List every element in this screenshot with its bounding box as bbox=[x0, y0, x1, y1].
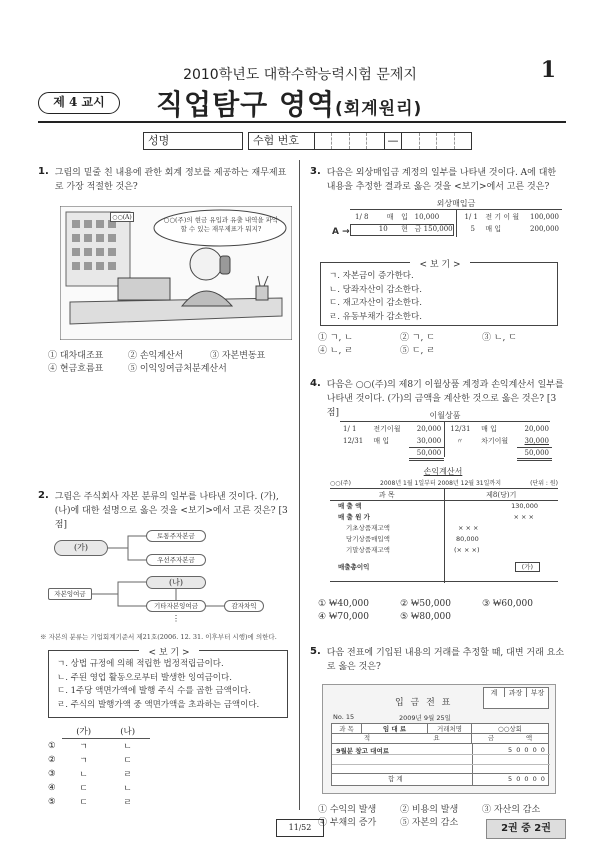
q5-deposit-slip bbox=[322, 684, 556, 794]
q2-bogi-item-3: ㄷ. 1주당 액면가액에 발행 주식 수를 곱한 금액이다. bbox=[57, 686, 251, 696]
is-head-account: 과 목 bbox=[330, 489, 445, 500]
choice-mark: ② bbox=[48, 755, 56, 765]
cell: 입 bbox=[401, 213, 408, 221]
cell: 1/ 8 bbox=[355, 213, 369, 221]
slip-line-rule bbox=[332, 754, 550, 755]
q5-option-4[interactable]: ④ 부채의 증가 bbox=[318, 818, 377, 828]
slip-line-desc: 9월분 창고 대여료 bbox=[336, 747, 390, 755]
cell: 매 입 bbox=[481, 425, 497, 433]
is-ga-box: (가) bbox=[515, 562, 540, 572]
q2-capital-chart bbox=[48, 526, 292, 630]
slip-head-cell: 거래처명 bbox=[428, 724, 472, 733]
is-row bbox=[330, 562, 558, 573]
q4-t-account-top bbox=[340, 421, 550, 422]
q4-income-statement bbox=[330, 488, 558, 582]
slip-col-row bbox=[331, 734, 549, 744]
q2-bogi-title: < 보 기 > bbox=[139, 645, 199, 658]
q4-options bbox=[318, 598, 566, 624]
speech-text: ○○(주)의 현금 유입과 유출 내역을 파악할 수 있는 재무제표가 뭐지? bbox=[163, 216, 279, 233]
cell bbox=[352, 223, 373, 235]
is-row bbox=[330, 501, 558, 512]
choice-mark: ① bbox=[48, 740, 56, 751]
choice-na: ㄷ bbox=[123, 756, 132, 766]
q1-option-1[interactable]: ① 대차대조표 bbox=[48, 351, 104, 361]
is-header-row bbox=[330, 489, 558, 501]
slip-head-cell: ○○상회 bbox=[498, 725, 522, 733]
board-label: ○○(A) bbox=[110, 212, 134, 222]
q3-number: 3. bbox=[310, 166, 321, 177]
q5-option-1[interactable]: ① 수익의 발생 bbox=[318, 805, 377, 815]
is-row-value: × × × bbox=[458, 524, 479, 532]
stamp-cell: 과장 bbox=[505, 687, 527, 699]
cell: 30,000 bbox=[416, 436, 442, 445]
cell: 20,000 bbox=[416, 425, 442, 433]
is-company: ○○(주) bbox=[330, 480, 351, 487]
q1-number: 1. bbox=[38, 166, 49, 177]
exam-no-label: 수험 번호 bbox=[253, 133, 315, 149]
q2-answer-table bbox=[42, 724, 150, 809]
chart-box-top1: 토통주자본금 bbox=[146, 530, 206, 542]
slip-col-cell: 액 bbox=[525, 734, 533, 742]
is-row bbox=[330, 545, 558, 556]
is-row bbox=[330, 523, 558, 534]
is-row bbox=[330, 534, 558, 545]
choice-mark: ④ bbox=[48, 783, 56, 793]
q3-option-3[interactable]: ③ ㄴ, ㄷ bbox=[482, 333, 517, 343]
is-head-period: 제8(당)기 bbox=[486, 491, 517, 499]
cell: 전기이월 bbox=[373, 425, 401, 433]
choice-ga: ㄱ bbox=[79, 742, 88, 752]
header-rule bbox=[38, 121, 566, 123]
column-divider bbox=[299, 160, 300, 810]
cell: 전 기 이 월 bbox=[485, 213, 520, 221]
is-period: 2008년 1월 1일부터 2008년 12월 31일까지 bbox=[380, 480, 501, 487]
footer-page: 11 bbox=[288, 823, 299, 832]
q4-is-title: 손익계산서 bbox=[423, 467, 463, 476]
is-unit: (단위 : 원) bbox=[530, 480, 558, 487]
choice-mark: ③ bbox=[48, 769, 56, 779]
slip-col-cell: 금 bbox=[487, 734, 495, 742]
name-label: 성명 bbox=[148, 134, 170, 147]
q1-option-3[interactable]: ③ 자본변동표 bbox=[210, 351, 266, 361]
q3-bogi-box bbox=[320, 262, 558, 326]
cell: 매 bbox=[386, 213, 394, 221]
q3-bogi-item-3: ㄷ. 재고자산이 감소한다. bbox=[329, 298, 422, 308]
cell: 12/31 bbox=[450, 425, 471, 433]
slip-body bbox=[331, 744, 549, 774]
slip-total-divider bbox=[472, 774, 473, 785]
cell: 1/ 1 bbox=[464, 213, 478, 221]
subject-title bbox=[156, 83, 422, 123]
choice-na: ㄴ bbox=[123, 784, 132, 794]
chart-box-na: (나) bbox=[146, 576, 206, 589]
q1-option-4[interactable]: ④ 현금흐름표 bbox=[48, 364, 104, 374]
q3-bogi-item-2: ㄴ. 당좌자산이 감소한다. bbox=[329, 284, 422, 295]
cell: 매 입 bbox=[485, 225, 502, 233]
chart-box-top2: 우선주자본금 bbox=[146, 554, 206, 566]
stamp-cell: 부장 bbox=[527, 687, 549, 699]
slip-total-label: 합 계 bbox=[388, 775, 403, 783]
choice-ga: ㄴ bbox=[79, 770, 88, 780]
is-row-label: 당기상품매입액 bbox=[346, 535, 390, 543]
slip-total-row bbox=[331, 774, 549, 786]
cell: 현 bbox=[401, 225, 408, 233]
cell: 매 입 bbox=[373, 437, 390, 445]
cell: 12/31 bbox=[343, 437, 364, 445]
q4-number: 4. bbox=[310, 378, 321, 389]
chart-ellipsis: ⋮ bbox=[172, 614, 180, 623]
q2-answer-row-5[interactable] bbox=[42, 795, 150, 809]
cell: 1/ 1 bbox=[343, 425, 357, 433]
choice-na: ㄴ bbox=[123, 742, 132, 752]
q5-option-5[interactable]: ⑤ 자본의 감소 bbox=[400, 818, 459, 828]
is-row-value: (× × ×) bbox=[454, 546, 480, 554]
slip-line-amount: 5 0 0 0 0 bbox=[508, 746, 546, 754]
q3-option-2[interactable]: ② ㄱ, ㄷ bbox=[400, 333, 435, 343]
cell: 50,000 bbox=[517, 447, 552, 459]
q4-option-1[interactable]: ① ₩40,000 bbox=[318, 599, 369, 609]
q2-number: 2. bbox=[38, 490, 49, 501]
q4-option-5[interactable]: ⑤ ₩80,000 bbox=[400, 612, 451, 622]
question-3 bbox=[310, 166, 566, 194]
q1-illustration bbox=[60, 206, 292, 340]
footer-page-box: 11/52 bbox=[276, 819, 324, 837]
is-row bbox=[330, 512, 558, 523]
slip-col-cell: 적 bbox=[363, 734, 371, 742]
subject-sub: (회계원리) bbox=[335, 99, 423, 119]
slip-head-cell: 임 대 료 bbox=[362, 724, 428, 733]
is-row-value: × × × bbox=[513, 513, 534, 521]
slip-head-row bbox=[331, 723, 549, 734]
subject-main: 직업탐구 영역 bbox=[156, 88, 336, 121]
choice-mark: ⑤ bbox=[48, 797, 56, 807]
cell: 50,000 bbox=[409, 447, 444, 459]
q1-option-5[interactable]: ⑤ 이익잉여금처분계산서 bbox=[128, 364, 227, 374]
is-row-label: 매 출 액 bbox=[338, 502, 362, 510]
q3-account-title: 외상매입금 bbox=[436, 199, 476, 208]
is-row-label: 매 출 원 가 bbox=[338, 513, 370, 521]
is-row-value: 130,000 bbox=[511, 502, 538, 510]
cell: 〃 bbox=[456, 437, 464, 445]
slip-line-rule bbox=[332, 764, 550, 765]
q1-options bbox=[48, 350, 292, 376]
is-row-label: 매출총이익 bbox=[338, 563, 370, 571]
q3-options bbox=[318, 332, 566, 358]
choice-ga: ㄷ bbox=[79, 784, 88, 794]
q2-bogi-box bbox=[48, 650, 288, 718]
stamp-cell: 계 bbox=[483, 687, 505, 699]
q2-bogi-item-1: ㄱ. 상법 규정에 의해 적립한 법정적립금이다. bbox=[57, 659, 224, 669]
cell: 30,000 bbox=[524, 436, 549, 445]
q1-option-2[interactable]: ② 손익계산서 bbox=[128, 351, 184, 361]
footer-page-total: 52 bbox=[301, 823, 312, 832]
q2-text: 그림은 주식회사 자본 분류의 일부를 나타낸 것이다. (가), (나)에 대한 설명으로 옳은 것을 <보기>에서 고른 것은? [3점] bbox=[54, 492, 288, 530]
stamp-sign-area bbox=[483, 697, 549, 709]
is-body bbox=[330, 501, 558, 573]
q3-bogi-item-1: ㄱ. 자본금이 증가한다. bbox=[329, 271, 414, 281]
q4-option-4[interactable]: ④ ₩70,000 bbox=[318, 612, 369, 622]
q1-text: 그림의 밑줄 친 내용에 관한 회계 정보를 제공하는 재무제표로 가장 적절한 것은? bbox=[54, 168, 287, 192]
exam-number-field[interactable] bbox=[248, 132, 472, 150]
q2-answer-row-2[interactable] bbox=[42, 753, 150, 767]
q2-answer-row-1[interactable] bbox=[42, 739, 150, 754]
question-1 bbox=[38, 166, 290, 194]
q3-account-table bbox=[352, 211, 562, 235]
choice-na: ㄹ bbox=[123, 798, 132, 808]
q2-bogi-item-2: ㄴ. 주된 영업 활동으로부터 발생한 잉여금이다. bbox=[57, 672, 232, 683]
is-row-value: 80,000 bbox=[456, 535, 479, 543]
q3-option-4[interactable]: ④ ㄴ, ㄹ bbox=[318, 346, 353, 356]
name-field[interactable] bbox=[143, 132, 243, 150]
cell: 10,000 bbox=[414, 213, 440, 221]
q3-a-label: A bbox=[332, 227, 339, 237]
q5-text: 다음 전표에 기입된 내용의 거래를 추정할 때, 대변 거래 요소로 옳은 것은? bbox=[326, 648, 565, 672]
q2-note: ※ 자본의 분류는 기업회계기준서 제21호(2006. 12. 31. 이후부터 시행)에 의한다. bbox=[40, 633, 277, 641]
q2-bogi-item-4: ㄹ. 주식의 발행가액 중 액면가액을 초과하는 금액이다. bbox=[57, 699, 260, 710]
cell: 20,000 bbox=[524, 425, 549, 433]
q3-text: 다음은 외상매입금 계정의 일부를 나타낸 것이다. A에 대한 내용을 추정한 결과로 옳은 것을 <보기>에서 고른 것은? bbox=[326, 168, 557, 192]
q3-option-1[interactable]: ① ㄱ, ㄴ bbox=[318, 333, 353, 343]
slip-body-divider bbox=[472, 744, 473, 774]
cell: 10 bbox=[378, 225, 388, 233]
q3-option-5[interactable]: ⑤ ㄷ, ㄹ bbox=[400, 346, 435, 356]
slip-date: 2009년 9월 25일 bbox=[399, 714, 451, 722]
q3-bogi-item-4: ㄹ. 유동부채가 감소한다. bbox=[329, 311, 422, 322]
slip-total-amount: 5 0 0 0 0 bbox=[508, 775, 546, 783]
chart-box-ga: (가) bbox=[54, 540, 108, 556]
exam-title: 2010학년도 대학수학능력시험 문제지 bbox=[183, 67, 417, 83]
exam-no-dash: — bbox=[385, 133, 402, 149]
exam-no-cells bbox=[315, 133, 471, 149]
choice-na: ㄹ bbox=[123, 770, 132, 780]
q3-bogi-title: < 보 기 > bbox=[410, 257, 470, 270]
slip-head-cell: 과 목 bbox=[332, 724, 362, 733]
q4-account-title: 이월상품 bbox=[429, 411, 461, 420]
q4-option-2[interactable]: ② ₩50,000 bbox=[400, 599, 451, 609]
q4-option-3[interactable]: ③ ₩60,000 bbox=[482, 599, 533, 609]
footer-volume: 2권 중 2권 bbox=[486, 819, 566, 839]
q5-option-2[interactable]: ② 비용의 발생 bbox=[400, 805, 459, 815]
q3-a-marker: A → bbox=[332, 227, 350, 237]
cell: 200,000 bbox=[530, 225, 559, 233]
cell: 금 150,000 bbox=[414, 225, 453, 233]
choice-ga: ㄱ bbox=[79, 756, 88, 766]
page-number: 1 bbox=[540, 57, 556, 83]
slip-col-cell: 요 bbox=[402, 734, 472, 743]
chart-box-root: 자본잉여금 bbox=[48, 588, 92, 600]
q5-number: 5. bbox=[310, 646, 321, 657]
chart-box-mid2: 감자차익 bbox=[224, 600, 264, 612]
q4-is-meta bbox=[330, 478, 558, 487]
cell: 5 bbox=[470, 225, 475, 233]
q2-answer-head-na: (나) bbox=[106, 724, 150, 739]
chart-box-mid1: 기타자본잉여금 bbox=[146, 600, 206, 612]
q2-answer-row-3[interactable] bbox=[42, 767, 150, 781]
q2-answer-row-4[interactable] bbox=[42, 781, 150, 795]
is-row-label: 기초상품재고액 bbox=[346, 524, 390, 532]
q2-answer-head-ga: (가) bbox=[62, 724, 106, 739]
is-row-label: 기말상품재고액 bbox=[346, 546, 390, 554]
question-5 bbox=[310, 646, 566, 674]
q4-text: 다음은 ○○(주)의 제8기 이월상품 계정과 손익계산서 일부를 나타낸 것이다. (가)의 금액을 계산한 것으로 옳은 것은? [3점] bbox=[326, 380, 564, 418]
period-badge: 제 4 교시 bbox=[38, 92, 120, 114]
q4-account-table bbox=[340, 423, 552, 461]
q5-option-3[interactable]: ③ 자산의 감소 bbox=[482, 805, 541, 815]
slip-title: 입 금 전 표 bbox=[395, 698, 453, 708]
slip-no: No. 15 bbox=[333, 713, 355, 721]
choice-ga: ㄷ bbox=[79, 798, 88, 808]
cell: 차기이월 bbox=[481, 437, 509, 445]
cell: 100,000 bbox=[530, 213, 559, 221]
